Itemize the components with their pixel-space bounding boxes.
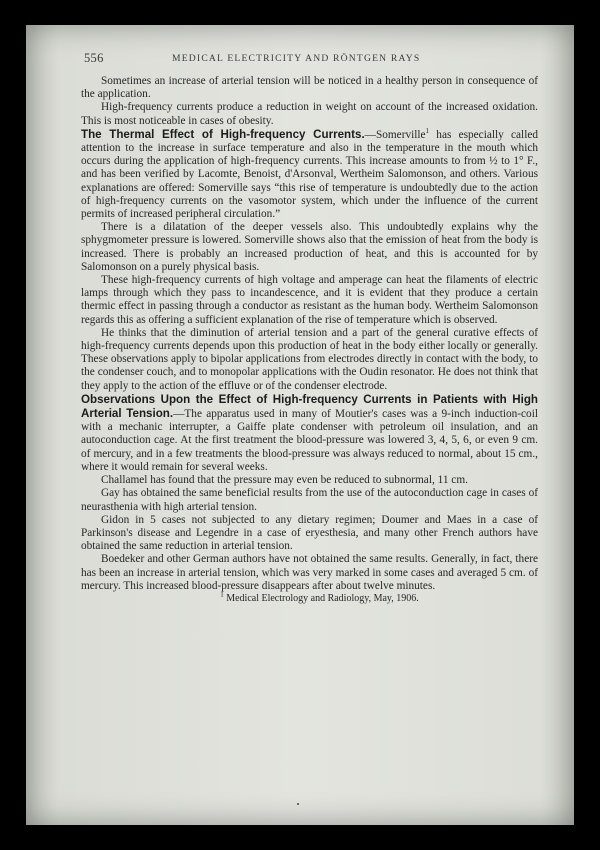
paragraph: There is a dilatation of the deeper vessels also. This undoubtedly explains why the sphygmometer pressure is lowered. Somerville shows also that the emission of heat from the body is increased. There is probably an increased production of heat, and this is accounted for by Salomonson on a purely physical basis. [81,221,538,273]
section-heading: Observations Upon the Effect of High-frequency Currents in Patients with High Arterial Tension. [81,392,538,421]
paragraph: Sometimes an increase of arterial tension will be noticed in a healthy person in consequence of the application. [81,75,538,101]
paragraph-text: —The apparatus used in many of Moutier's cases was a 9-inch induction-coil with a mechanic interrupter, a Gaiffe plate condenser with petroleum oil insulation, and an autoconduction cage. At the first treatment the blood-pressure was lowered 3, 4, 5, 6, or even 9 cm. of mercury, and in a few treatments the blood-pressure was always reduced to normal, about 15 cm., where it would remain for several weeks. [81,408,538,473]
paragraph: These high-frequency currents of high voltage and amperage can heat the filaments of electric lamps through which they pass to incandescence, and it is evident that they produce a certain thermic effect in passing through a conductor as resistant as the human body. Wertheim Salomonson regards this as offering a sufficient explanation of the rise of temperature which is observed. [81,274,538,326]
paragraph-text: —Somerville [364,128,426,141]
paragraph: Gay has obtained the same beneficial results from the use of the autoconduction cage in cases of neurasthenia with high arterial tension. [81,487,538,513]
page-body [81,75,538,605]
paragraph: High-frequency currents produce a reduction in weight on account of the increased oxidation. This is most noticeable in cases of obesity. [81,101,538,127]
footnote-reference: 1 [425,127,430,136]
section-heading: The Thermal Effect of High-frequency Currents. [81,127,365,141]
paragraph: He thinks that the diminution of arterial tension and a part of the general curative effects of high-frequency currents depends upon this production of heat in the body either locally or generally. These observations apply to bipolar applications from electrodes directly in contact with the body, to the condenser couch, and to monopolar applications with the Oudin resonator. He does not think that they apply to the action of the effluve or of the condenser electrode. [81,326,538,392]
paragraph: Challamel has found that the pressure may even be reduced to subnormal, 11 cm. [101,474,468,487]
footnote-mark: 1 [220,590,224,599]
footnote-text: Medical Electrology and Radiology, May, 1906. [223,592,419,604]
paragraph: Gidon in 5 cases not subjected to any dietary regimen; Doumer and Maes in a case of Parkinson's disease and Legendre in a case of eryesthesia, and many other French authors have obtained the same reduction in arterial tension. [81,513,538,553]
page-number: 556 [84,51,104,65]
running-head: MEDICAL ELECTRICITY AND RÖNTGEN RAYS [172,53,421,64]
paragraph: Boedeker and other German authors have not obtained the same results. Generally, in fact, there has been an increase in arterial tension, which was very marked in some cases and averaged 5 cm. of mercury. This increased blood-pressure disappears after about twelve minutes. [81,553,538,592]
paragraph-text: has especially called attention to the increase in surface temperature and also in the temperature in the mouth which occurs during the application of high-frequency currents. This increase amounts to from ½ to 1° F., and has been verified by Lacomte, Benoist, d'Arsonval, Wertheim Salomonson, and others. Various explanations are offered: Somerville says “this rise of temperature is undoubtedly due to the action of high-frequency currents on the vasomotor system, which under the influence of the current permits of increased peripheral circulation.” [81,128,538,221]
page-header [84,51,544,69]
footnote [81,590,538,605]
page-mark [297,803,299,805]
book-page [26,25,574,825]
